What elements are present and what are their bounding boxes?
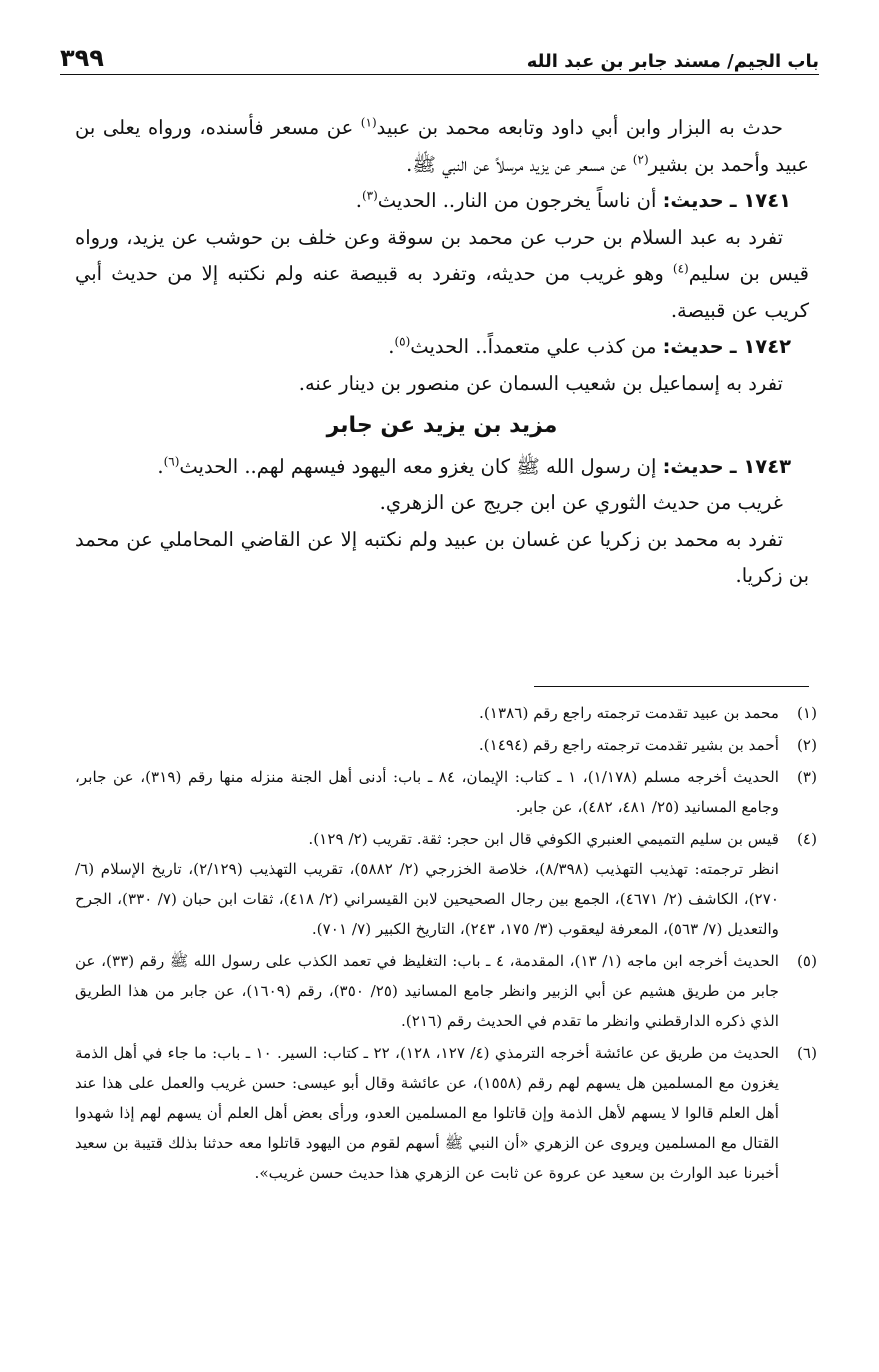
footnote-text: الحديث أخرجه ابن ماجه (١/ ١٣)، المقدمة، ٤ ـ باب: التغليظ في تعمد الكذب على رسول الله ﷺ رقم (٣٣)، عن جابر من طريق هشيم عن أبي الزبير وانظر جامع المسانيد (٢٥/ ٣٥٠)، رقم (١٦٠٩)، عن جابر من هذا الطريق الذي ذكره الدارقطني وانظر ما تقدم في الحديث رقم (٢١٦).	[75, 952, 779, 1030]
footnote-ref-2[interactable]: (٢)	[632, 152, 649, 166]
main-text	[75, 110, 809, 595]
paragraph-commentary-1743b: تفرد به محمد بن زكريا عن غسان بن عبيد ولم نكتبه إلا عن القاضي المحاملي عن محمد بن زكريا.	[75, 527, 809, 587]
footnote-4	[75, 824, 817, 944]
section-title: مزيد بن يزيد عن جابر	[326, 413, 558, 438]
footnote-2	[75, 730, 817, 760]
footnote-5	[75, 946, 817, 1036]
footnote-text: قيس بن سليم التميمي العنبري الكوفي قال ابن حجر: ثقة. تقريب (٢/ ١٢٩).	[308, 830, 779, 848]
paragraph-commentary-1743a: غريب من حديث الثوري عن ابن جريج عن الزهري.	[379, 491, 783, 514]
hadith-label: حديث:	[662, 189, 724, 212]
footnote-number: (٤)	[796, 830, 817, 848]
hadith-1743: ١٧٤٣ ـ حديث: إن رسول الله ﷺ كان يغزو معه اليهود فيسهم لهم.. الحديث$^{(٦)}$.	[157, 454, 791, 478]
hadith-text: أن ناساً يخرجون من النار.. الحديث	[377, 189, 663, 212]
running-title: باب الجيم/ مسند جابر بن عبد الله	[526, 51, 819, 72]
footnote-text: الحديث أخرجه مسلم (١/١٧٨)، ١ ـ كتاب: الإيمان، ٨٤ ـ باب: أدنى أهل الجنة منزله منها رقم (٣١٩)، عن جابر، وجامع المسانيد (٢٥/ ٤٨١، ٤٨٢)، عن جابر.	[75, 768, 779, 816]
footnote-text: أحمد بن بشير تقدمت ترجمته راجع رقم (١٤٩٤).	[478, 736, 779, 754]
footnote-ref-5[interactable]: (٥)	[394, 334, 411, 349]
footnote-number: (٦)	[796, 1044, 817, 1062]
footnote-ref-1[interactable]: (١)	[360, 115, 377, 130]
hadith-number: ١٧٤١ ـ	[729, 189, 791, 212]
footnote-6	[75, 1038, 817, 1188]
footnote-ref-3[interactable]: (٣)	[361, 188, 378, 203]
footnote-number: (٣)	[796, 768, 817, 786]
hadith-1741: ١٧٤١ ـ حديث: أن ناساً يخرجون من النار.. الحديث$^{(٣)}$.	[355, 188, 791, 212]
hadith-text: من كذب علي متعمداً.. الحديث	[410, 335, 663, 358]
hadith-text: إن رسول الله ﷺ كان يغزو معه اليهود فيسهم لهم.. الحديث	[179, 454, 663, 478]
hadith-1742: ١٧٤٢ ـ حديث: من كذب علي متعمداً.. الحديث$^{(٥)}$.	[388, 334, 791, 358]
footnotes	[75, 698, 817, 1190]
footnote-number: (٢)	[796, 736, 817, 754]
footnote-ref-6[interactable]: (٦)	[163, 454, 180, 468]
footnote-3	[75, 762, 817, 822]
page-header	[60, 38, 819, 75]
footnote-text: محمد بن عبيد تقدمت ترجمته راجع رقم (١٣٨٦).	[479, 704, 779, 722]
paragraph-commentary-1741: تفرد به عبد السلام بن حرب عن محمد بن سوقة وعن خلف بن حوشب عن يزيد، ورواه قيس بن سليم$^{(٤)}$ وهو غريب من حديثه، وتفرد به قبيصة عنه ولم نكتبه إلا من حديث أبي كريب عن قبيصة.	[75, 225, 809, 322]
footnote-number: (٥)	[796, 952, 817, 970]
hadith-number: ١٧٤٢ ـ	[729, 335, 791, 358]
footnote-1	[75, 698, 817, 728]
hadith-label: حديث:	[662, 335, 724, 358]
footnote-divider	[534, 686, 809, 687]
hadith-label: حديث:	[662, 454, 724, 478]
footnote-continuation: انظر ترجمته: تهذيب التهذيب (٨/٣٩٨)، خلاصة الخزرجي (٢/ ٥٨٨٢)، تقريب التهذيب (٢/١٢٩)، تاريخ الإسلام (٦/ ٢٧٠)، الكاشف (٢/ ٤٦٧١)، الجمع بين رجال الصحيحين لابن القيسراني (٢/ ٤١٨)، ثقات ابن حبان (٧/ ٣٣٠)، الجرح والتعديل (٧/ ٥٦٣)، المعرفة ليعقوب (٣/ ١٧٥، ٢٤٣)، التاريخ الكبير (٧/ ٧٠١).	[75, 860, 780, 938]
footnote-text: الحديث من طريق عن عائشة أخرجه الترمذي (٤/ ١٢٧، ١٢٨)، ٢٢ ـ كتاب: السير. ١٠ ـ باب: ما جاء في أهل الذمة يغزون مع المسلمين هل يسهم لهم رقم (١٥٥٨)، عن عائشة وقال أبو عيسى: حسن غريب والعمل على هذا عند أهل العلم قالوا لا يسهم لأهل الذمة وإن قاتلوا مع المسلمين العدو، ورأى بعض أهل العلم أن يسهم لهم إذا شهدوا القتال مع المسلمين ويروى عن الزهري «أن النبي ﷺ أسهم لقوم من اليهود قاتلوا معه حدثنا بذلك قتيبة بن سعيد أخبرنا عبد الوارث بن سعيد عن عروة عن ثابت عن الزهري هذا حديث حسن غريب».	[75, 1044, 780, 1182]
footnote-number: (١)	[796, 704, 817, 722]
paragraph-isnad-1: حدث به البزار وابن أبي داود وتابعه محمد بن عبيد$^{(١)}$ عن مسعر فأسنده، ورواه يعلى بن عبيد وأحمد بن بشير$^{(٢)}$ عن مسعر عن يزيد مرسلاً عن النبي ﷺ.	[75, 115, 809, 176]
paragraph-commentary-1742: تفرد به إسماعيل بن شعيب السمان عن منصور بن دينار عنه.	[298, 371, 783, 395]
hadith-number: ١٧٤٣ ـ	[729, 454, 791, 478]
footnote-ref-4[interactable]: (٤)	[672, 261, 689, 276]
page-number: ٣٩٩	[60, 44, 104, 72]
